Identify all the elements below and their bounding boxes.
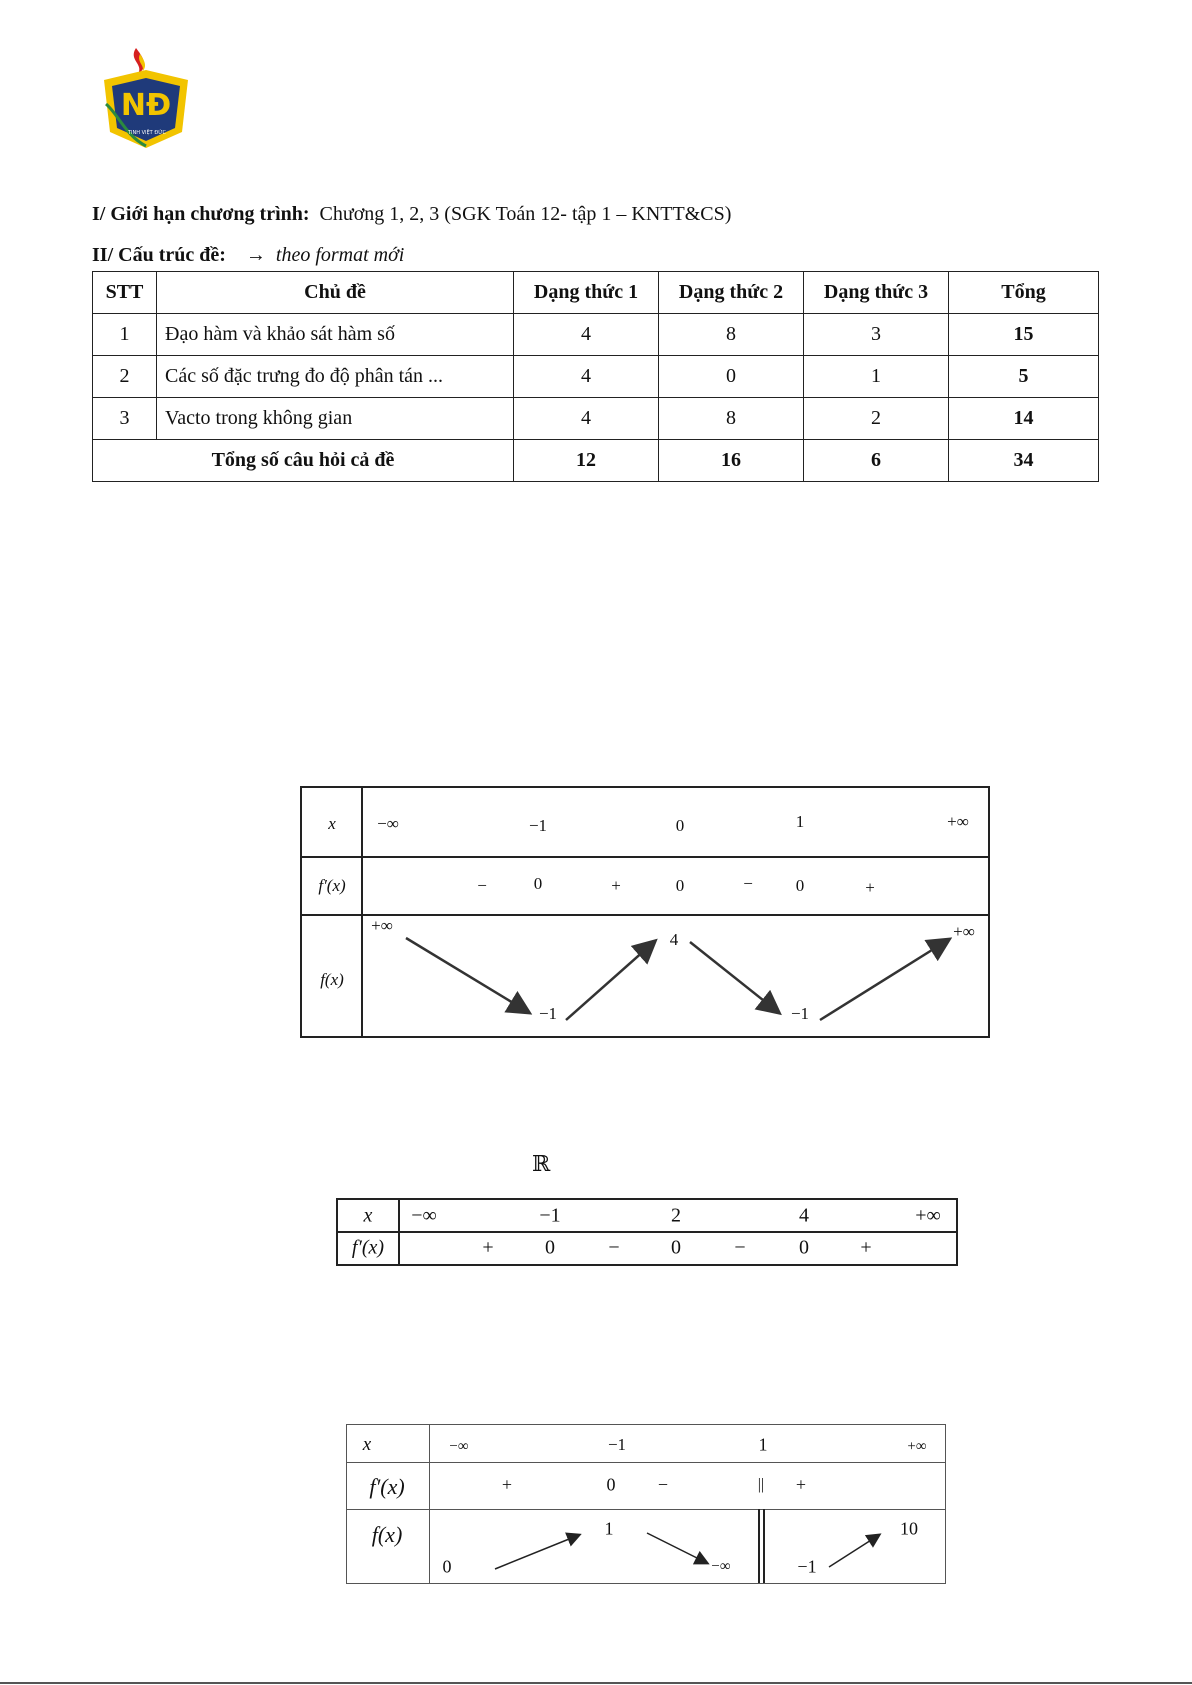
fp-sign: + [611, 876, 621, 895]
total-type-1: 12 [514, 440, 659, 482]
total-label: Tổng số câu hỏi cả đề [93, 440, 514, 482]
increase-arrow [829, 1535, 879, 1567]
logo-letters: NĐ [120, 88, 172, 123]
fp-label: f′(x) [351, 1236, 385, 1259]
x-value: −∞ [377, 814, 399, 833]
header-type-3: Dạng thức 3 [804, 272, 949, 314]
cell-topic: Đạo hàm và khảo sát hàm số [157, 314, 514, 356]
cell-topic: Vacto trong không gian [157, 398, 514, 440]
x-value: 1 [795, 812, 805, 831]
variation-arrows [347, 1425, 945, 1583]
decrease-arrow [690, 942, 778, 1012]
fp-sign: − [477, 876, 487, 895]
cell-stt: 1 [93, 314, 157, 356]
header-stt: STT [93, 272, 157, 314]
cell-type-1: 4 [514, 398, 659, 440]
f-value: 1 [604, 1518, 614, 1539]
section-2-line [92, 244, 404, 267]
summary-table [92, 271, 1099, 482]
f-value: −1 [538, 1004, 558, 1023]
school-logo [98, 44, 194, 156]
cell-stt: 3 [93, 398, 157, 440]
f-value: +∞ [953, 922, 975, 941]
total-type-2: 16 [659, 440, 804, 482]
logo-motto: TINH VIỆT ĐỨC [128, 130, 166, 136]
cell-type-2: 8 [659, 314, 804, 356]
real-numbers-symbol: ℝ [532, 1152, 551, 1177]
fp-sign: − [743, 874, 753, 893]
arrow-icon: → [245, 244, 266, 266]
table-row [93, 356, 1099, 398]
fp-zero: 0 [533, 874, 543, 893]
x-value: 0 [675, 816, 685, 835]
increase-arrow [566, 942, 654, 1020]
table-row [93, 398, 1099, 440]
x-label: x [328, 814, 336, 833]
page-bottom-rule [0, 1682, 1192, 1684]
section-1-line [92, 203, 731, 226]
total-row [93, 440, 1099, 482]
increase-arrow [820, 940, 948, 1020]
fp-sign: + [865, 878, 875, 897]
total-type-3: 6 [804, 440, 949, 482]
fp-zero: 0 [545, 1236, 555, 1259]
fp-sign: − [657, 1474, 669, 1495]
x-value: −1 [528, 816, 548, 835]
cell-type-1: 4 [514, 314, 659, 356]
sign-table-2 [336, 1198, 958, 1266]
variation-arrows [302, 788, 988, 1036]
f-value: −∞ [711, 1558, 731, 1575]
cell-type-3: 2 [804, 398, 949, 440]
total-sum: 34 [949, 440, 1099, 482]
fp-zero: 0 [671, 1236, 681, 1259]
x-value: 2 [671, 1204, 681, 1227]
fp-undefined: || [757, 1476, 765, 1493]
fp-label: f′(x) [318, 876, 346, 895]
x-value: +∞ [907, 1438, 927, 1455]
x-value: 4 [799, 1204, 809, 1227]
cell-type-1: 4 [514, 356, 659, 398]
cell-type-2: 8 [659, 398, 804, 440]
f-label: f(x) [320, 970, 344, 989]
f-value: −1 [797, 1556, 817, 1577]
header-total: Tổng [949, 272, 1099, 314]
fp-sign: + [482, 1236, 494, 1259]
fp-zero: 0 [675, 876, 685, 895]
f-value: 0 [442, 1556, 452, 1577]
cell-type-3: 3 [804, 314, 949, 356]
f-value: 4 [669, 930, 679, 949]
f-label: f(x) [371, 1522, 403, 1547]
summary-header-row [93, 272, 1099, 314]
x-label: x [363, 1204, 373, 1227]
x-label: x [362, 1434, 372, 1455]
fp-sign: + [860, 1236, 872, 1259]
x-value: −1 [539, 1204, 561, 1227]
cell-type-3: 1 [804, 356, 949, 398]
fp-label: f′(x) [369, 1474, 405, 1499]
cell-total: 15 [949, 314, 1099, 356]
header-type-2: Dạng thức 2 [659, 272, 804, 314]
decrease-arrow [647, 1533, 707, 1563]
cell-stt: 2 [93, 356, 157, 398]
increase-arrow [495, 1535, 579, 1569]
fp-zero: 0 [606, 1474, 616, 1495]
fp-zero: 0 [795, 876, 805, 895]
cell-topic: Các số đặc trưng đo độ phân tán ... [157, 356, 514, 398]
x-value: +∞ [947, 812, 969, 831]
fp-sign: + [795, 1474, 807, 1495]
cell-total: 5 [949, 356, 1099, 398]
f-value: +∞ [371, 916, 393, 935]
header-topic: Chủ đề [157, 272, 514, 314]
section-1-text: Chương 1, 2, 3 (SGK Toán 12- tập 1 – KNTT&CS) [319, 203, 732, 225]
variation-table-1 [300, 786, 990, 1038]
fp-sign: − [608, 1236, 620, 1259]
f-value: 10 [900, 1518, 918, 1539]
fp-sign: + [501, 1474, 513, 1495]
cell-type-2: 0 [659, 356, 804, 398]
fp-zero: 0 [799, 1236, 809, 1259]
section-2-text: theo format mới [275, 244, 405, 266]
section-1-label: I/ Giới hạn chương trình: [92, 203, 310, 225]
x-value: −1 [607, 1435, 627, 1454]
fp-sign: − [734, 1236, 746, 1259]
x-value: 1 [758, 1434, 768, 1455]
header-type-1: Dạng thức 1 [514, 272, 659, 314]
cell-total: 14 [949, 398, 1099, 440]
f-value: −1 [790, 1004, 810, 1023]
table-row [93, 314, 1099, 356]
section-2-label: II/ Cấu trúc đề: [92, 244, 226, 266]
decrease-arrow [406, 938, 528, 1012]
x-value: −∞ [411, 1204, 437, 1227]
variation-table-3 [346, 1424, 946, 1584]
x-value: +∞ [915, 1204, 941, 1227]
x-value: −∞ [449, 1438, 469, 1455]
